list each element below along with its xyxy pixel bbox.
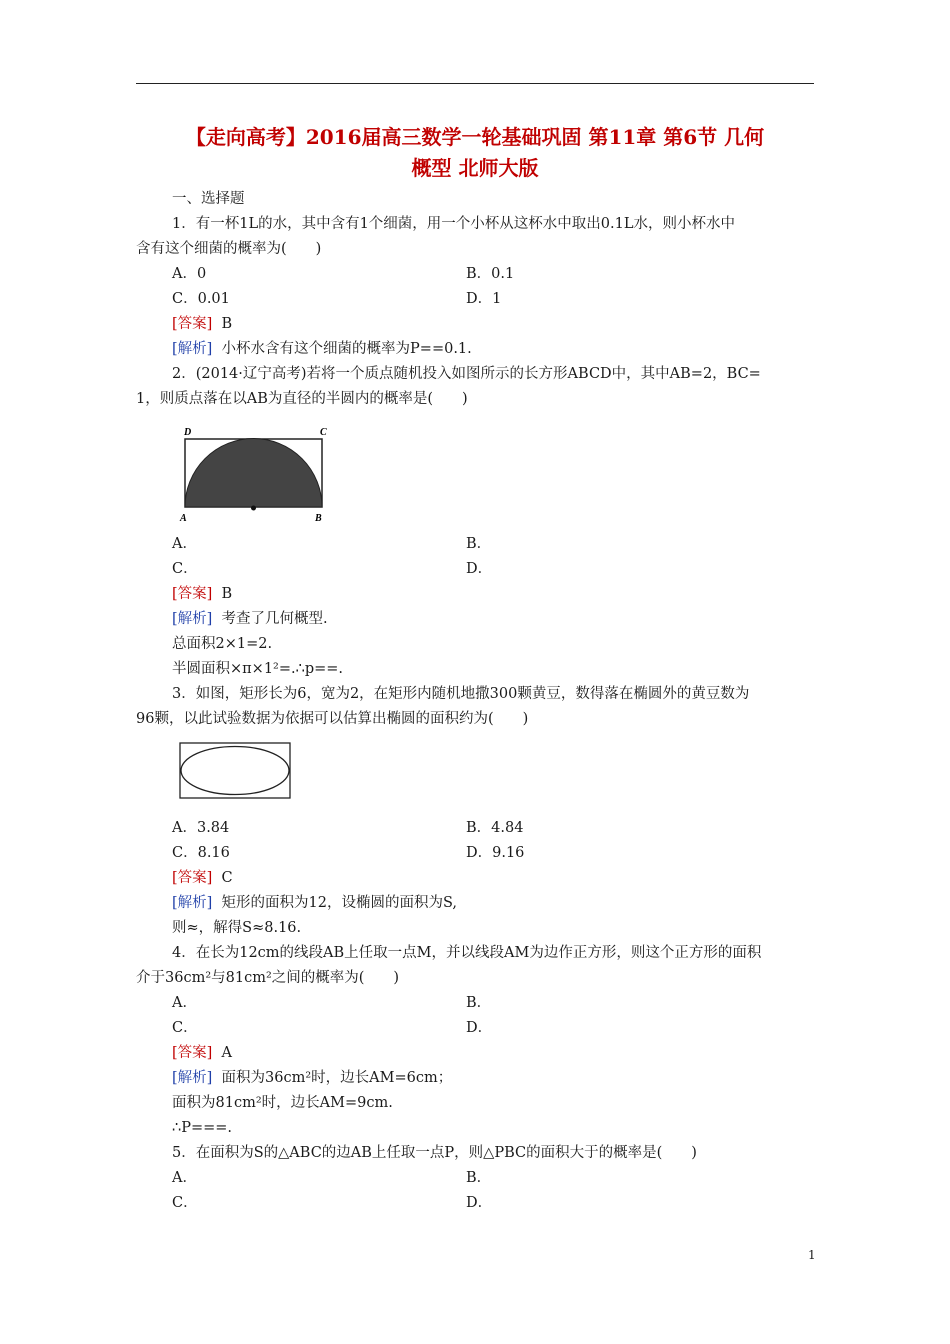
semicircle-shape	[185, 439, 322, 507]
answer-tag: [答案]	[172, 1045, 213, 1061]
analysis-tag: [解析]	[172, 341, 213, 357]
q5-option-a: A．	[172, 1170, 197, 1186]
analysis-tag: [解析]	[172, 611, 213, 627]
q2-option-b: B．	[466, 536, 492, 552]
doc-title-line1: 【走向高考】2016届高三数学一轮基础巩固 第11章 第6节 几何	[185, 125, 765, 149]
q4-analysis	[172, 1068, 452, 1088]
q2-answer	[172, 584, 232, 604]
q2-work-line1: 总面积2×1=2.	[172, 636, 273, 652]
q1-answer	[172, 314, 232, 334]
q4-stem-line1: 4．在长为12cm的线段AB上任取一点M，并以线段AM为边作正方形，则这个正方形的面积	[172, 945, 762, 961]
answer-tag: [答案]	[172, 586, 213, 602]
page-number: 1	[808, 1248, 816, 1262]
q2-work-line2: 半圆面积×π×1²=.∴p==.	[172, 661, 344, 677]
label-d: D	[184, 427, 192, 438]
answer-value: B	[221, 316, 233, 332]
q3-option-d: D．9.16	[466, 845, 525, 861]
ellipse-shape	[181, 747, 289, 795]
q4-option-b: B．	[466, 995, 492, 1011]
answer-value: A	[221, 1045, 233, 1061]
q3-stem-line1: 3．如图，矩形长为6，宽为2，在矩形内随机地撒300颗黄豆，数得落在椭圆外的黄豆数为	[172, 686, 750, 702]
label-a: A	[180, 513, 187, 524]
q3-work-line1: 则≈，解得S≈8.16.	[172, 920, 302, 936]
q1-option-c: C．0.01	[172, 291, 230, 307]
q2-option-a: A．	[172, 536, 197, 552]
q1-option-b: B．0.1	[466, 266, 515, 282]
answer-tag: [答案]	[172, 870, 213, 886]
q1-option-a: A．0	[172, 266, 207, 282]
analysis-text: 考查了几何概型.	[221, 611, 328, 627]
q5-option-c: C．	[172, 1195, 198, 1211]
q2-option-c: C．	[172, 561, 198, 577]
q4-stem-line2: 介于36cm²与81cm²之间的概率为( )	[136, 970, 400, 986]
q5-stem-line1: 5．在面积为S的△ABC的边AB上任取一点P，则△PBC的面积大于的概率是( )	[172, 1145, 697, 1161]
q3-option-b: B．4.84	[466, 820, 524, 836]
q3-answer	[172, 868, 233, 888]
q2-semicircle-figure	[176, 423, 336, 525]
q2-analysis	[172, 609, 328, 629]
q3-option-a: A．3.84	[172, 820, 230, 836]
answer-tag: [答案]	[172, 316, 213, 332]
q3-option-c: C．8.16	[172, 845, 230, 861]
q3-ellipse-figure	[178, 741, 292, 801]
doc-title-line2: 概型 北师大版	[411, 156, 539, 180]
q4-option-a: A．	[172, 995, 197, 1011]
analysis-text: 矩形的面积为12，设椭圆的面积为S,	[221, 895, 458, 911]
q2-stem-line2: 1，则质点落在以AB为直径的半圆内的概率是( )	[136, 391, 468, 407]
answer-value: C	[221, 870, 233, 886]
header-rule	[136, 83, 814, 84]
q2-stem-line1: 2．(2014·辽宁高考)若将一个质点随机投入如图所示的长方形ABCD中，其中AB=2，BC=	[172, 366, 761, 382]
q5-option-b: B．	[466, 1170, 492, 1186]
q4-option-d: D．	[466, 1020, 493, 1036]
rectangle-shape	[180, 743, 290, 798]
section-heading: 一、选择题	[172, 191, 245, 207]
center-point	[251, 506, 256, 511]
q1-stem-line2: 含有这个细菌的概率为( )	[136, 241, 322, 257]
q3-analysis	[172, 893, 457, 913]
q1-option-d: D．1	[466, 291, 502, 307]
q4-work-line1: 面积为81cm²时，边长AM=9cm.	[172, 1095, 393, 1111]
q4-answer	[172, 1043, 232, 1063]
q1-stem-line1: 1．有一杯1L的水，其中含有1个细菌，用一个小杯从这杯水中取出0.1L水，则小杯水中	[172, 216, 735, 232]
analysis-tag: [解析]	[172, 895, 213, 911]
q5-option-d: D．	[466, 1195, 493, 1211]
q4-option-c: C．	[172, 1020, 198, 1036]
analysis-text: 面积为36cm²时，边长AM=6cm；	[221, 1070, 453, 1086]
q2-option-d: D．	[466, 561, 493, 577]
q1-analysis	[172, 339, 472, 359]
label-b: B	[315, 513, 322, 524]
label-c: C	[320, 427, 327, 438]
q3-stem-line2: 96颗，以此试验数据为依据可以估算出椭圆的面积约为( )	[136, 711, 529, 727]
q4-work-line2: ∴P===.	[172, 1120, 233, 1136]
analysis-tag: [解析]	[172, 1070, 213, 1086]
analysis-text: 小杯水含有这个细菌的概率为P==0.1.	[221, 341, 472, 357]
answer-value: B	[221, 586, 233, 602]
